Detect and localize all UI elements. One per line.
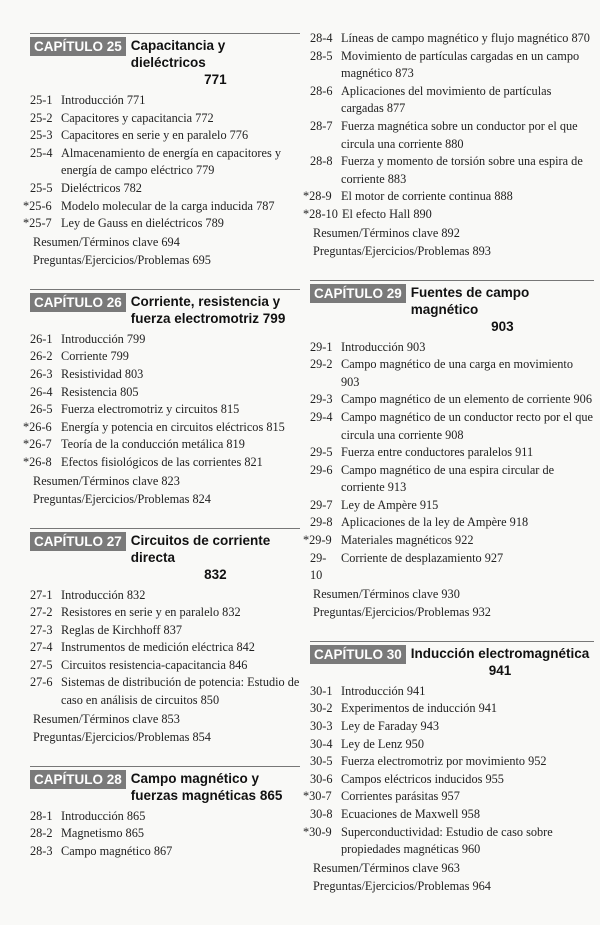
section-title: Reglas de Kirchhoff 837 [61,622,183,637]
section-number: 25-2 [30,110,53,125]
toc-entry[interactable] [30,808,300,826]
section-title: Movimiento de partículas cargadas en un campo magnético 873 [341,48,580,81]
chapter-title [131,293,300,327]
toc-column [23,0,300,880]
toc-entry[interactable] [30,145,300,180]
section-title: Experimentos de inducción 941 [341,701,498,716]
section-title: Resumen/Términos clave 694 [33,234,180,249]
section-title: Resistividad 803 [61,366,144,381]
section-title: Resistencia 805 [61,384,139,399]
toc-entry[interactable] [30,843,300,861]
section-title: Preguntas/Ejercicios/Problemas 932 [313,604,491,619]
chapter-title-text: Corriente, resistencia y fuerza electromotriz 799 [130,293,286,326]
section-number: 25-1 [30,93,53,107]
chapter-title-text: Campo magnético y fuerzas magnéticas 865 [130,770,283,803]
toc-entry[interactable] [23,215,300,233]
chapter-block [30,766,300,861]
chapter-title-text: Fuentes de campo magnético [410,284,530,317]
section-number: 27-4 [30,640,53,655]
chapter-label: CAPÍTULO 26 [30,293,126,312]
section-title: Magnetismo 865 [61,826,144,841]
section-number: 28-4 [310,31,333,45]
chapter-header [310,641,594,679]
section-title: Preguntas/Ejercicios/Problemas 824 [33,491,211,506]
toc-entry[interactable] [310,48,594,83]
toc-entry[interactable] [310,585,594,603]
section-title: Preguntas/Ejercicios/Problemas 854 [33,729,211,744]
section-title: Introducción 903 [341,339,426,354]
toc-entry[interactable] [30,710,300,728]
section-number: 28-1 [30,808,53,823]
toc-entry[interactable] [310,462,594,497]
chapter-header [30,766,300,804]
toc-entry[interactable] [30,401,300,419]
section-number: 27-2 [30,605,53,620]
chapter-title-text: Circuitos de corriente directa [130,532,271,565]
chapter-header [30,33,300,88]
section-title: Ecuaciones de Maxwell 958 [341,807,480,821]
toc-entry[interactable] [310,153,594,188]
toc-entry[interactable] [310,550,594,585]
toc-entry[interactable] [303,532,594,550]
chapter-header [30,289,300,327]
toc-entry[interactable] [310,806,594,824]
chapter-block [303,30,594,260]
toc-entry[interactable] [310,514,594,532]
section-title: Introducción 865 [61,808,146,823]
chapter-title-text: Capacitancia y dieléctricos [130,38,226,70]
toc-entry[interactable] [30,657,300,675]
section-number: 26-5 [30,402,53,417]
section-title: Capacitores en serie y en paralelo 776 [61,128,249,143]
section-title: Resumen/Términos clave 823 [33,473,180,488]
section-title: Fuerza y momento de torsión sobre una espira de corriente 883 [341,154,583,186]
toc-entry[interactable] [30,366,300,384]
toc-entry[interactable] [303,824,594,859]
section-title: Preguntas/Ejercicios/Problemas 695 [33,252,211,267]
section-number: 26-3 [30,366,53,381]
section-title: Preguntas/Ejercicios/Problemas 893 [313,243,491,258]
section-title: Aplicaciones del movimiento de partículas cargadas 877 [341,83,552,116]
section-title: Campo magnético de una carga en movimiento 903 [341,357,573,389]
section-number: 29-2 [310,357,333,372]
section-title: Resumen/Términos clave 930 [313,586,460,601]
section-title: Corriente de desplazamiento 927 [341,550,504,565]
section-title: Ley de Faraday 943 [341,719,439,734]
toc-entry[interactable] [310,118,594,153]
chapter-title [131,37,300,88]
chapter-block [303,641,594,895]
section-title: Ley de Ampère 915 [341,497,439,512]
section-title: Campos eléctricos inducidos 955 [341,771,504,786]
section-title: Resumen/Términos clave 892 [313,225,460,240]
section-number: *26-7 [23,437,52,452]
section-title: Fuerza electromotriz por movimiento 952 [341,754,547,769]
toc-entry[interactable] [310,409,594,444]
toc-entry[interactable] [30,490,300,508]
toc-entry[interactable] [310,700,594,718]
section-title: Introducción 799 [61,331,146,346]
section-number: *30-7 [303,789,332,804]
section-number: *25-6 [23,198,52,213]
chapter-header [30,528,300,583]
section-title: Almacenamiento de energía en capacitores y energía de campo eléctrico 779 [61,145,281,178]
section-number: 27-5 [30,657,53,672]
section-title: Campo magnético de un conductor recto por el que circula una corriente 908 [341,409,594,442]
toc-entry[interactable] [30,127,300,145]
toc-column [303,0,594,915]
toc-entry[interactable] [310,771,594,789]
section-number: 30-1 [310,683,333,698]
section-title: El motor de corriente continua 888 [341,189,513,204]
toc-entry[interactable] [303,788,594,806]
toc-entry[interactable] [30,674,300,709]
section-title: Corrientes parásitas 957 [341,789,460,804]
section-number: *25-7 [23,216,52,231]
section-number: 30-5 [310,754,333,769]
section-number: 27-1 [30,587,53,602]
toc-entry[interactable] [310,603,594,621]
toc-entry[interactable] [23,419,300,437]
section-title: Campo magnético 867 [61,843,173,858]
section-title: Resumen/Términos clave 963 [313,860,460,875]
section-title: Introducción 941 [341,683,426,698]
section-number: 30-6 [310,771,333,786]
section-title: Capacitores y capacitancia 772 [61,110,214,125]
toc-entry[interactable] [23,436,300,454]
section-number: 26-4 [30,384,53,399]
section-number: 29-6 [310,462,333,477]
section-number: 26-1 [30,331,53,346]
toc-entry[interactable] [303,206,594,224]
chapter-header [310,280,594,335]
section-number: 29-10 [310,550,327,583]
chapter-page: 771 [204,72,227,87]
toc-entry[interactable] [30,348,300,366]
toc-entry[interactable] [310,339,594,357]
toc-entry[interactable] [310,391,594,409]
section-title: Ley de Lenz 950 [341,736,424,751]
chapter-title [131,770,300,804]
toc-entry[interactable] [30,825,300,843]
toc-entry[interactable] [310,497,594,515]
section-number: 25-4 [30,145,53,160]
toc-entry[interactable] [30,331,300,349]
section-number: 28-6 [310,83,333,98]
section-number: 28-8 [310,154,333,169]
section-number: 29-3 [310,392,333,407]
toc-entry[interactable] [23,454,300,472]
section-title: Modelo molecular de la carga inducida 787 [61,198,275,213]
toc-entry[interactable] [30,639,300,657]
toc-entry[interactable] [310,444,594,462]
chapter-title-text: Inducción electromagnética [410,645,590,661]
section-number: 28-3 [30,843,53,858]
toc-entry[interactable] [310,736,594,754]
section-number: 30-3 [310,719,333,734]
chapter-page: 941 [488,662,512,678]
section-title: Superconductividad: Estudio de caso sobre propiedades magnéticas 960 [341,824,553,857]
section-number: 27-6 [30,675,53,690]
section-title: Energía y potencia en circuitos eléctricos 815 [61,419,285,434]
section-number: *30-9 [303,824,332,839]
section-title: Dieléctricos 782 [61,180,142,195]
section-title: Fuerza entre conductores paralelos 911 [341,445,534,460]
section-number: *28-10 [303,206,338,221]
toc-entry[interactable] [30,110,300,128]
section-title: Instrumentos de medición eléctrica 842 [61,640,255,655]
toc-entry[interactable] [30,384,300,402]
chapter-title [411,284,594,335]
section-title: Teoría de la conducción metálica 819 [61,437,245,452]
toc-entry[interactable] [30,604,300,622]
section-number: 25-3 [30,128,53,143]
chapter-page: 832 [204,566,227,582]
chapter-title [131,532,300,583]
section-title: Resistores en serie y en paralelo 832 [61,605,241,620]
section-number: 30-8 [310,807,333,821]
section-number: 30-4 [310,736,333,751]
section-title: Efectos fisiológicos de las corrientes 821 [61,454,263,469]
section-number: *29-9 [303,533,332,548]
toc-entry[interactable] [30,472,300,490]
toc-entry[interactable] [310,224,594,242]
chapter-label: CAPÍTULO 29 [310,284,406,303]
section-number: *28-9 [303,189,332,204]
toc-entry[interactable] [310,718,594,736]
section-title: Preguntas/Ejercicios/Problemas 964 [313,878,491,893]
toc-entry[interactable] [30,622,300,640]
section-number: 27-3 [30,622,53,637]
toc-entry[interactable] [30,92,300,110]
section-title: Fuerza electromotriz y circuitos 815 [61,402,240,417]
toc-entry[interactable] [303,188,594,206]
toc-entry[interactable] [310,356,594,391]
chapter-block [30,528,300,746]
section-title: Resumen/Términos clave 853 [33,711,180,726]
section-number: 29-5 [310,445,333,460]
section-title: Campo magnético de un elemento de corriente 906 [341,392,592,407]
section-number: 29-1 [310,339,333,354]
toc-entry[interactable] [310,683,594,701]
section-number: 28-2 [30,826,53,841]
section-title: Aplicaciones de la ley de Ampère 918 [341,515,529,530]
section-title: Materiales magnéticos 922 [341,533,474,548]
toc-entry[interactable] [23,198,300,216]
section-number: *26-8 [23,454,52,469]
toc-entry[interactable] [310,859,594,877]
toc-entry[interactable] [310,877,594,895]
chapter-title [411,645,590,679]
toc-entry[interactable] [30,728,300,746]
section-title: Líneas de campo magnético y flujo magnético 870 [341,31,590,45]
section-title: Introducción 832 [61,587,146,602]
section-number: 28-7 [310,118,333,133]
section-title: El efecto Hall 890 [342,206,432,221]
section-number: 25-5 [30,180,53,195]
section-title: Fuerza magnética sobre un conductor por el que circula una corriente 880 [341,118,578,151]
toc-entry[interactable] [30,180,300,198]
toc-entry[interactable] [310,753,594,771]
section-title: Ley de Gauss en dieléctricos 789 [61,216,224,231]
toc-entry[interactable] [30,587,300,605]
section-number: 29-7 [310,497,333,512]
section-title: Introducción 771 [61,93,146,107]
section-number: 26-2 [30,349,53,364]
section-title: Sistemas de distribución de potencia: Estudio de caso en análisis de circuitos 850 [61,675,300,708]
chapter-label: CAPÍTULO 28 [30,770,126,789]
toc-entry[interactable] [310,242,594,260]
chapter-block [23,289,300,508]
section-title: Circuitos resistencia-capacitancia 846 [61,657,248,672]
section-number: 29-8 [310,515,333,530]
section-title: Campo magnético de una espira circular de corriente 913 [341,462,555,495]
toc-entry[interactable] [310,83,594,118]
chapter-block [23,33,300,269]
chapter-label: CAPÍTULO 30 [310,645,406,664]
section-number: *26-6 [23,419,52,434]
toc-entry[interactable] [30,251,300,269]
toc-entry[interactable] [30,233,300,251]
chapter-label: CAPÍTULO 25 [30,37,126,56]
section-number: 30-2 [310,701,333,716]
chapter-block [303,280,594,621]
section-number: 29-4 [310,409,333,424]
chapter-label: CAPÍTULO 27 [30,532,126,551]
toc-entry[interactable] [310,30,594,48]
section-number: 28-5 [310,48,333,63]
chapter-page: 903 [491,318,514,334]
section-title: Corriente 799 [61,349,129,364]
